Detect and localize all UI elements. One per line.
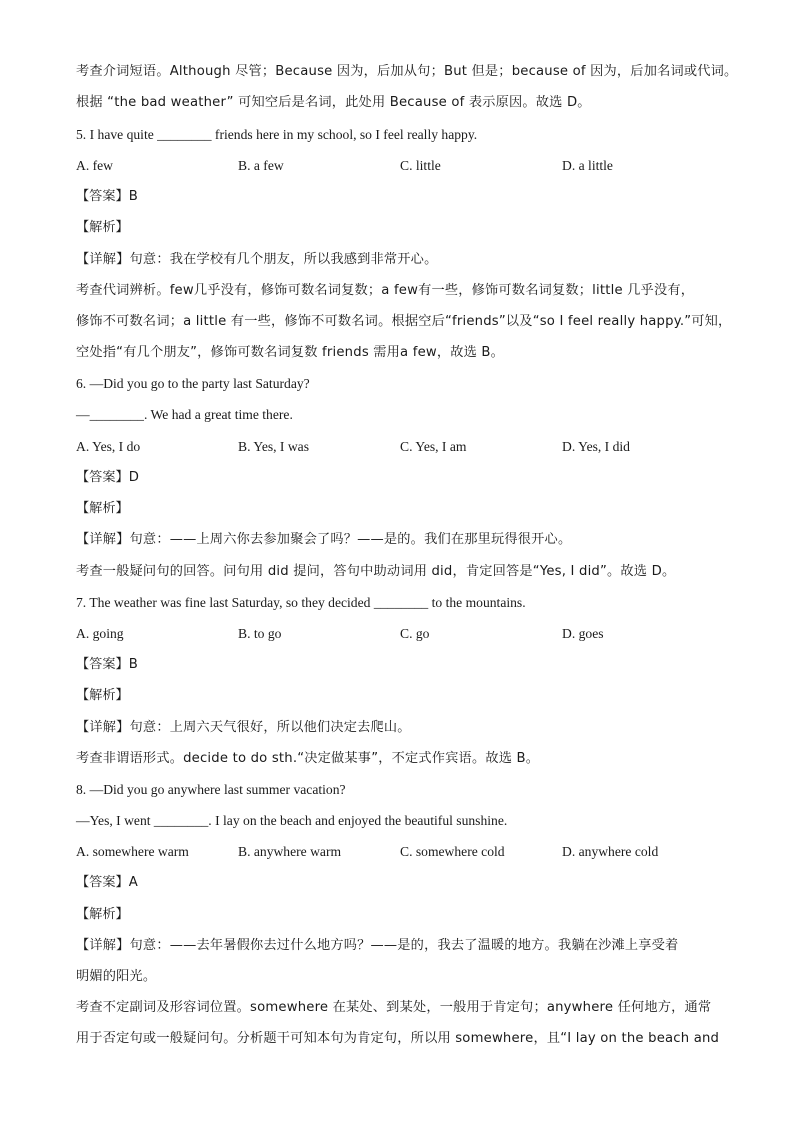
explanation-line: 空处指“有几个朋友”，修饰可数名词复数 friends 需用a few，故选 B。 xyxy=(76,345,505,360)
option-b: B. anywhere warm xyxy=(238,844,342,859)
analysis-label: 【解析】 xyxy=(76,220,129,235)
option-d: D. Yes, I did xyxy=(562,439,630,454)
explanation-line: 考查非谓语形式。decide to do sth.“决定做某事”，不定式作宾语。故选 B。 xyxy=(76,751,540,766)
question-stem: 7. The weather was fine last Saturday, so they decided ________ to the mountains. xyxy=(76,595,526,610)
explanation-line: 【详解】句意：——去年暑假你去过什么地方吗？——是的，我去了温暖的地方。我躺在沙滩上享受着 xyxy=(76,938,679,953)
explanation-line: 【详解】句意：——上周六你去参加聚会了吗？——是的。我们在那里玩得很开心。 xyxy=(76,532,572,547)
option-c: C. go xyxy=(400,626,430,641)
explanation-line: 考查代词辨析。few几乎没有，修饰可数名词复数；a few有一些，修饰可数名词复数；little 几乎没有， xyxy=(76,283,695,298)
option-d: D. goes xyxy=(562,626,604,641)
analysis-label: 【解析】 xyxy=(76,907,129,922)
analysis-label: 【解析】 xyxy=(76,501,129,516)
question-stem: 5. I have quite ________ friends here in my school, so I feel really happy. xyxy=(76,127,478,142)
answer-label: 【答案】A xyxy=(76,875,138,890)
analysis-label: 【解析】 xyxy=(76,688,129,703)
explanation-line: 考查不定副词及形容词位置。somewhere 在某处、到某处，一般用于肯定句；anywhere 任何地方，通常 xyxy=(76,1000,712,1015)
option-c: C. somewhere cold xyxy=(400,844,505,859)
option-d: D. anywhere cold xyxy=(562,844,659,859)
explanation-line: 考查介词短语。Although 尽管；Because 因为，后加从句；But 但是；because of 因为，后加名词或代词。 xyxy=(76,64,738,79)
option-b: B. a few xyxy=(238,158,284,173)
explanation-line: 【详解】句意：我在学校有几个朋友，所以我感到非常开心。 xyxy=(76,252,438,267)
answer-label: 【答案】D xyxy=(76,470,139,485)
answer-label: 【答案】B xyxy=(76,657,138,672)
option-b: B. to go xyxy=(238,626,282,641)
option-c: C. little xyxy=(400,158,441,173)
explanation-line: 【详解】句意：上周六天气很好，所以他们决定去爬山。 xyxy=(76,720,411,735)
option-b: B. Yes, I was xyxy=(238,439,310,454)
explanation-line: 明媚的阳光。 xyxy=(76,969,157,984)
question-stem: 6. —Did you go to the party last Saturday? xyxy=(76,376,310,391)
option-a: A. going xyxy=(76,626,124,641)
explanation-line: 用于否定句或一般疑问句。分析题干可知本句为肯定句，所以用 somewhere，且“I lay on the beach and xyxy=(76,1031,720,1046)
explanation-line: 考查一般疑问句的回答。问句用 did 提问，答句中助动词用 did，肯定回答是“Yes, I did”。故选 D。 xyxy=(76,564,676,579)
option-a: A. somewhere warm xyxy=(76,844,189,859)
explanation-line: 根据 “the bad weather” 可知空后是名词，此处用 Because of 表示原因。故选 D。 xyxy=(76,95,591,110)
answer-label: 【答案】B xyxy=(76,189,138,204)
option-a: A. few xyxy=(76,158,113,173)
option-d: D. a little xyxy=(562,158,613,173)
question-stem: —Yes, I went ________. I lay on the beach and enjoyed the beautiful sunshine. xyxy=(76,813,508,828)
option-a: A. Yes, I do xyxy=(76,439,141,454)
explanation-line: 修饰不可数名词；a little 有一些，修饰不可数名词。根据空后“friends”以及“so I feel really happy.”可知， xyxy=(76,314,732,329)
question-stem: 8. —Did you go anywhere last summer vacation? xyxy=(76,782,346,797)
question-stem: —________. We had a great time there. xyxy=(76,407,293,422)
option-c: C. Yes, I am xyxy=(400,439,467,454)
